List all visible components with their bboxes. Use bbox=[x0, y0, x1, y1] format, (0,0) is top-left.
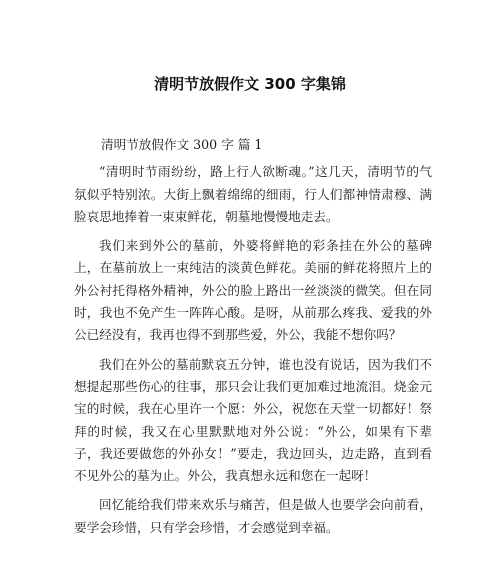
paragraph-4: 回忆能给我们带来欢乐与痛苦，但是做人也要学会向前看，要学会珍惜，只有学会珍惜，才会感觉到幸福。 bbox=[74, 497, 432, 535]
paragraph-3: 我们在外公的墓前默哀五分钟，谁也没有说话，因为我们不想提起那些伤心的往事，那只会让我们更加难过地流泪。烧金元宝的时候，我在心里许一个愿：外公，祝您在天堂一切都好！祭拜的时候，我又在心里默默地对外公说：“外公，如果有下辈子，我还要做您的外孙女！”要走，我边回头，边走路，直到看不见外公的墓为止。外公，我真想永远和您在一起呀！ bbox=[74, 356, 432, 484]
essay-heading: 清明节放假作文 300 字 篇 1 bbox=[101, 137, 263, 152]
document-title: 清明节放假作文 300 字集锦 bbox=[154, 75, 346, 93]
document-body bbox=[74, 134, 432, 546]
paragraph-2: 我们来到外公的墓前，外婆将鲜艳的彩条挂在外公的墓碑上，在墓前放上一束纯洁的淡黄色鲜花。美丽的鲜花将照片上的外公衬托得格外精神，外公的脸上路出一丝淡淡的微笑。但在同时，我也不免产生一阵阵心酸。是呀，从前那么疼我、爱我的外公已经没有，我再也得不到那些爱，外公，我能不想你吗？ bbox=[74, 238, 432, 343]
paragraph-1: “清明时节雨纷纷，路上行人欲断魂。”这几天，清明节的气氛似乎特别浓。大街上飘着绵绵的细雨，行人们都神情肃穆、满脸哀思地捧着一束束鲜花，朝墓地慢慢地走去。 bbox=[74, 164, 432, 224]
